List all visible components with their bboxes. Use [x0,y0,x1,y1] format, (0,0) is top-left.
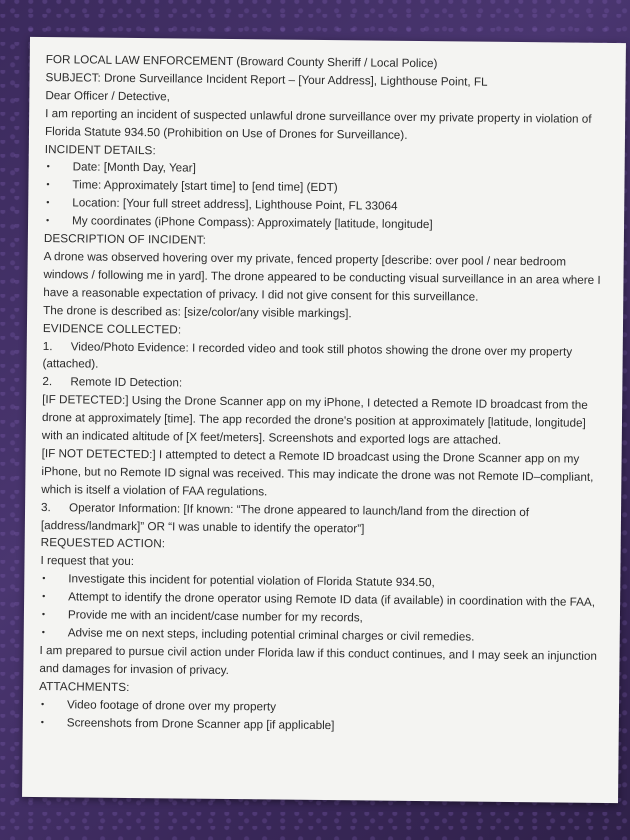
evidence-item-2-number: 2. [42,375,53,389]
request-investigate: • Investigate this incident for potential violation of Florida Statute 934.50, [40,570,606,594]
incident-heading: INCIDENT DETAILS: [44,142,156,157]
incident-location: • Location: [Your full street address], Lighthouse Point, FL 33064 [44,194,610,218]
description-paragraph: A drone was observed hovering over my private, fenced property [describe: over pool / near bedroom windows / following me in yard]. The drone appeared to be conducting visual surveillance in an area where I have a reasonable expectation of privacy. I did not give consent for this surveillance. [43,250,601,304]
closing-paragraph: I am prepared to pursue civil action under Florida law if this conduct continues, and I may seek an injunction and damages for invasion of privacy. [39,643,598,677]
requested-heading: REQUESTED ACTION: [40,536,166,551]
remote-id-not-detected: [IF NOT DETECTED:] I attempted to detect a Remote ID broadcast using the Drone Scanner app on my iPhone, but no Remote ID signal was received. This may indicate the drone was not Remote ID–compliant, which is itself a violation of FAA regulations. [41,446,594,499]
incident-time: • Time: Approximately [start time] to [end time] (EDT) [44,176,610,200]
evidence-item-3-text: Operator Information: [If known: “The drone appeared to launch/land from the direction of [address/landmark]” OR “I was unable to identify the operator”] [40,500,530,535]
request-advise: • Advise me on next steps, including potential criminal charges or civil remedies. [40,624,606,648]
intro-paragraph: I am reporting an incident of suspected unlawful drone surveillance over my private property in violation of Florida Statute 934.50 (Prohibition on Use of Drones for Surveillance). [44,106,592,142]
request-identify-operator: • Attempt to identify the drone operator using Remote ID data (if available) in coordination with the FAA, [40,588,606,612]
requested-intro: I request that you: [40,554,135,569]
attachments-heading: ATTACHMENTS: [39,679,130,694]
evidence-item-2-text: Remote ID Detection: [70,375,183,390]
incident-date: • Date: [Month Day, Year] [45,158,611,182]
recipient-line: FOR LOCAL LAW ENFORCEMENT (Broward County Sheriff / Local Police) [45,53,438,71]
evidence-item-3-number: 3. [41,500,51,514]
evidence-item-3 [41,499,607,541]
salutation: Dear Officer / Detective, [45,88,170,104]
evidence-heading: EVIDENCE COLLECTED: [42,321,182,337]
subject-line: SUBJECT: Drone Surveillance Incident Report – [Your Address], Lighthouse Point, FL [45,70,488,89]
remote-id-detected: [IF DETECTED:] Using the Drone Scanner app on my iPhone, I detected a Remote ID broadcast from the drone at approximately [time]. The app recorded the drone's position at approximately [latitude, longitude] with an indicated altitude of [X feet/meters]. Screenshots and exported logs are attached. [41,393,588,447]
attachment-screenshots: • Screenshots from Drone Scanner app [if applicable] [39,714,605,738]
request-case-number: • Provide me with an incident/case number for my records, [40,606,606,630]
evidence-item-1-number: 1. [42,339,53,353]
description-heading: DESCRIPTION OF INCIDENT: [43,232,207,247]
drone-description: The drone is described as: [size/color/any visible markings]. [43,303,352,320]
report-page [22,37,626,803]
incident-coordinates: • My coordinates (iPhone Compass): Approximately [latitude, longitude] [44,212,610,236]
evidence-item-1-text: Video/Photo Evidence: I recorded video and took still photos showing the drone over my property (attached). [42,339,573,372]
evidence-item-1 [42,338,608,380]
attachment-video: • Video footage of drone over my property [39,696,605,720]
